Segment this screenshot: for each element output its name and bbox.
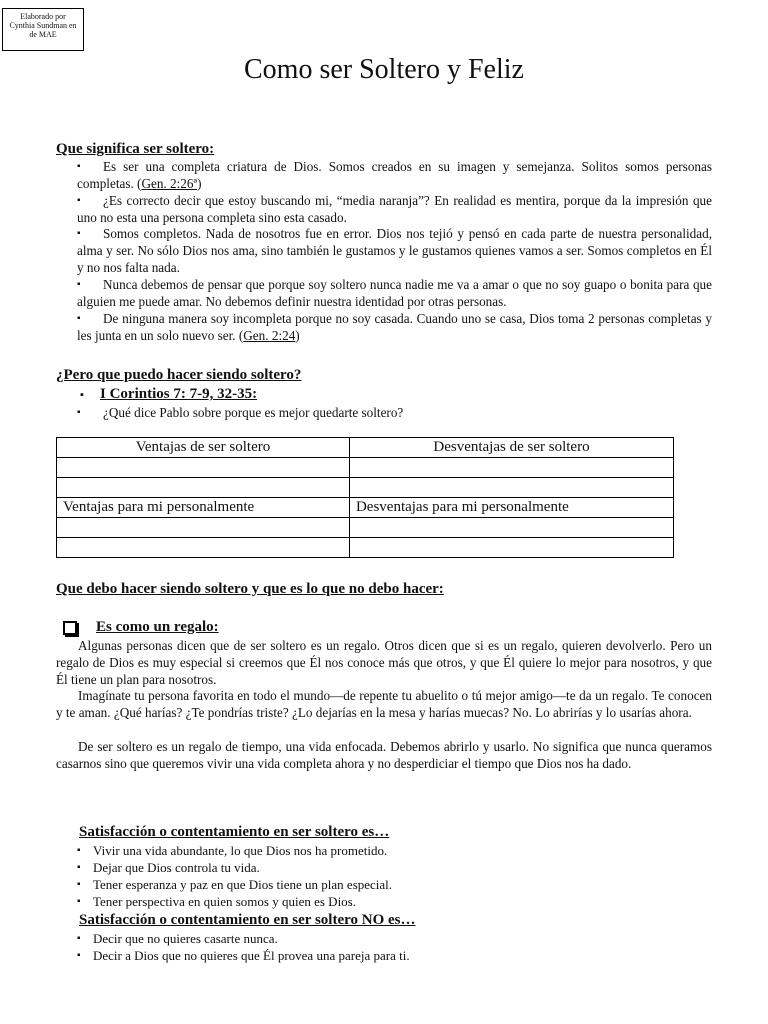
contentment-is-heading: Satisfacción o contentamiento en ser soltero es…	[79, 824, 390, 840]
scripture-heading: ▪ I Corintios 7: 7-9, 32-35:	[80, 386, 258, 402]
subheading-gift: Es como un regalo:	[96, 619, 219, 635]
table-cell[interactable]	[349, 538, 673, 558]
contentment-is-not-list	[77, 930, 717, 964]
section-heading-meaning: Que significa ser soltero:	[56, 141, 215, 157]
bible-ref-link[interactable]: Gen. 2:26ª	[141, 175, 198, 191]
credit-line: Cynthia Sundman en	[9, 21, 77, 30]
table-cell[interactable]	[57, 538, 350, 558]
credit-line: Elaborado por	[20, 12, 66, 21]
table-cell[interactable]	[57, 518, 350, 538]
paragraph: Algunas personas dicen que de ser soltero es un regalo. Otros dicen que si es un regalo, quieren devolverlo. Pero un regalo de Dios es muy especial si creemos que Él nos conoce más que otros, y que Él quiere lo mejor para nosotros, y que Él tiene un plan para nosotros.	[56, 638, 712, 687]
contentment-is-not-heading: Satisfacción o contentamiento en ser soltero NO es…	[79, 912, 416, 928]
checkbox-icon	[63, 621, 77, 635]
contentment-is-list	[77, 842, 717, 910]
table-cell[interactable]	[57, 478, 350, 498]
table-cell[interactable]	[349, 478, 673, 498]
list-item: ▪ Vivir una vida abundante, lo que Dios nos ha prometido.	[77, 842, 717, 859]
bullet-item: ▪ Nunca debemos de pensar que porque soy soltero nunca nadie me va a amar o que no soy guapo o bonita para que alguien me puede amar. No debemos definir nuestra identidad por otras personas.	[77, 277, 712, 311]
author-credit-box	[2, 8, 84, 51]
table-cell[interactable]	[57, 458, 350, 478]
list-item: ▪ Decir a Dios que no quieres que Él provea una pareja para ti.	[77, 947, 717, 964]
table-cell[interactable]	[349, 458, 673, 478]
section-heading-what-can-i-do: ¿Pero que puedo hacer siendo soltero?	[56, 367, 302, 383]
bullet-item: ▪ ¿Qué dice Pablo sobre porque es mejor quedarte soltero?	[77, 405, 712, 422]
table-header-cell: Desventajas de ser soltero	[349, 438, 673, 458]
table-header-cell: Ventajas para mi personalmente	[57, 498, 350, 518]
table-header-cell: Ventajas de ser soltero	[57, 438, 350, 458]
table-cell[interactable]	[349, 518, 673, 538]
list-item: ▪ Decir que no quieres casarte nunca.	[77, 930, 717, 947]
credit-line: de MAE	[29, 30, 57, 39]
bullet-item: ▪ Somos completos. Nada de nosotros fue en error. Dios nos tejió y pensó en cada parte de nuestra personalidad, alma y ser. No sólo Dios nos ama, sino también le gustamos y le gustamos quienes vamos a ser. Somos completos en Él y no nos falta nada.	[77, 226, 712, 276]
list-item: ▪ Tener perspectiva en quien somos y quien es Dios.	[77, 893, 717, 910]
pros-cons-table	[56, 437, 674, 558]
section-heading-what-to-do: Que debo hacer siendo soltero y que es lo que no debo hacer:	[56, 581, 444, 597]
table-header-cell: Desventajas para mi personalmente	[349, 498, 673, 518]
bullet-item: ▪ ¿Es correcto decir que estoy buscando mi, “media naranja”? En realidad es mentira, porque da la impresión que uno no esta una persona completa sino esta casado.	[77, 193, 712, 227]
bullet-item: ▪ De ninguna manera soy incompleta porque no soy casada. Cuando uno se casa, Dios toma 2 personas completas y les junta en un solo nuevo ser. (Gen. 2:24)	[77, 311, 712, 345]
paragraph: Imagínate tu persona favorita en todo el mundo—de repente tu abuelito o tú mejor amigo—te da un regalo. Te conocen y te aman. ¿Qué harías? ¿Te pondrías triste? ¿Lo dejarías en la mesa y harías muecas? No. Lo abrirías y lo usarías ahora.	[56, 688, 712, 720]
paragraph: De ser soltero es un regalo de tiempo, una vida enfocada. Debemos abrirlo y usarlo. No significa que nunca queramos casarnos sino que queremos vivir una vida completa ahora y no desperdiciar el tiempo que Dios nos ha dado.	[56, 739, 712, 771]
list-item: ▪ Tener esperanza y paz en que Dios tiene un plan especial.	[77, 876, 717, 893]
page-title: Como ser Soltero y Feliz	[244, 54, 524, 85]
list-item: ▪ Dejar que Dios controla tu vida.	[77, 859, 717, 876]
bible-ref-link[interactable]: Gen. 2:24	[243, 327, 296, 343]
bullet-item: ▪ Es ser una completa criatura de Dios. Somos creados en su imagen y semejanza. Solitos somos personas completas. (Gen. 2:26ª)	[77, 159, 712, 193]
